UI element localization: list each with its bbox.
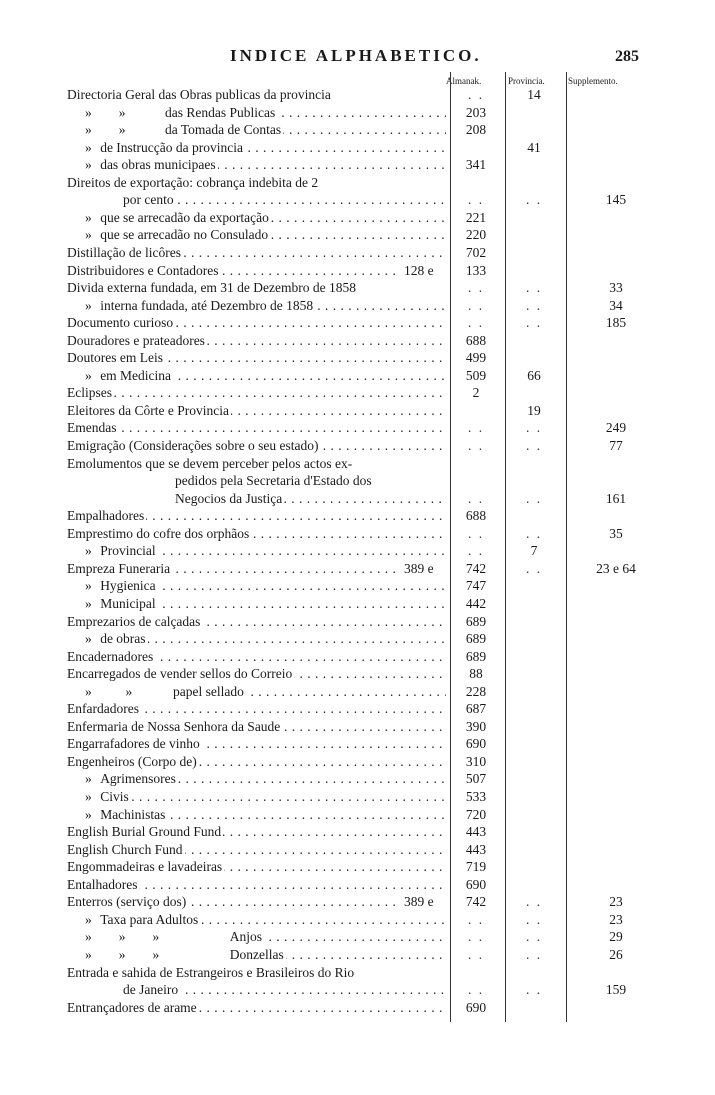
index-entry xyxy=(0,121,715,139)
provincia-page: 14 xyxy=(527,87,541,102)
ditto-mark: » xyxy=(85,789,92,804)
index-entry xyxy=(0,525,715,543)
index-entry xyxy=(0,893,715,911)
index-entry xyxy=(0,753,715,771)
almanak-page: . . xyxy=(467,525,485,541)
provincia-page: . . xyxy=(525,525,543,541)
ditto-mark: » » xyxy=(85,683,133,699)
ditto-mark: » » xyxy=(85,122,126,138)
entry-text: Civis xyxy=(100,789,129,804)
entry-text: Encadernadores xyxy=(67,648,154,664)
entry-text: Emprestimo do cofre dos orphãos xyxy=(67,525,250,541)
ditto-mark: » xyxy=(85,367,92,383)
index-entry xyxy=(0,490,715,508)
supplemento-page: 249 xyxy=(605,420,627,436)
almanak-page: 720 xyxy=(465,806,487,822)
entry-text: Entalhadores xyxy=(67,876,138,892)
entry-text: Engenheiros (Corpo de) xyxy=(67,753,197,769)
index-entry xyxy=(0,297,715,315)
index-entry xyxy=(0,876,715,894)
provincia-page: . . xyxy=(525,315,543,331)
index-entry xyxy=(0,858,715,876)
entry-text: por cento xyxy=(123,192,174,208)
ditto-mark: » xyxy=(85,578,92,594)
column-header-provincia: Provincia. xyxy=(508,76,545,86)
entry-text: Directoria Geral das Obras publicas da provincia xyxy=(67,87,331,102)
provincia-page: . . xyxy=(525,192,543,208)
almanak-page: 688 xyxy=(465,508,487,524)
entry-text: das Rendas Publicas xyxy=(165,104,276,120)
supplemento-page: 33 xyxy=(609,280,623,296)
almanak-page: 689 xyxy=(465,631,487,647)
ditto-mark: » xyxy=(85,631,92,647)
index-entry xyxy=(0,279,715,297)
almanak-page: 390 xyxy=(465,718,487,734)
almanak-page: 499 xyxy=(465,350,487,366)
index-entry xyxy=(0,419,715,437)
supplemento-page: 77 xyxy=(609,438,623,453)
provincia-page: . . xyxy=(525,438,543,453)
almanak-page: 88 xyxy=(469,666,483,682)
index-entry xyxy=(0,139,715,157)
provincia-page: 41 xyxy=(527,139,541,155)
almanak-page: 443 xyxy=(465,824,487,840)
entry-text: Empalhadores xyxy=(67,508,145,524)
almanak-page: 341 xyxy=(465,157,487,173)
index-entry xyxy=(0,928,715,946)
entry-text: em Medicina xyxy=(100,367,172,383)
supplemento-page: 159 xyxy=(605,982,627,998)
entry-text: Doutores em Leis xyxy=(67,350,163,366)
entry-text: Douradores e prateadores xyxy=(67,332,205,348)
entry-text: Engommadeiras e lavadeiras xyxy=(67,859,223,875)
provincia-page: . . xyxy=(525,280,543,296)
almanak-page: . . xyxy=(467,280,485,296)
ditto-mark: » xyxy=(85,771,92,787)
index-entry xyxy=(0,104,715,122)
almanak-page: . . xyxy=(467,543,485,559)
index-entry xyxy=(0,226,715,244)
index-entry xyxy=(0,244,715,262)
ditto-mark: » xyxy=(85,157,92,173)
supplemento-page: 29 xyxy=(609,929,623,945)
entry-text: Taxa para Adultos xyxy=(100,911,199,927)
entry-text: Encarregados de vender sellos do Correio xyxy=(67,666,293,682)
almanak-page: 228 xyxy=(465,683,487,699)
provincia-page: . . xyxy=(525,490,543,506)
index-entry xyxy=(0,542,715,560)
almanak-page: 133 xyxy=(465,262,487,278)
entry-text: Documento curioso xyxy=(67,315,174,331)
entry-text: Enterros (serviço dos) xyxy=(67,894,187,910)
almanak-page: 747 xyxy=(465,578,487,594)
almanak-page: 310 xyxy=(465,753,487,769)
index-entry xyxy=(0,613,715,631)
almanak-page: 443 xyxy=(465,841,487,857)
entry-text: que se arrecadão no Consulado xyxy=(100,227,269,243)
entry-page-ref: 389 e xyxy=(404,894,434,910)
almanak-page: 208 xyxy=(465,122,487,138)
almanak-page: 221 xyxy=(465,209,487,225)
entry-text: English Burial Ground Fund xyxy=(67,824,222,840)
entry-text: Emendas xyxy=(67,420,117,436)
almanak-page: 689 xyxy=(465,613,487,629)
index-entry xyxy=(0,314,715,332)
almanak-page: 719 xyxy=(465,859,487,875)
entry-text: Eclipses xyxy=(67,385,112,401)
provincia-page: . . xyxy=(525,946,543,962)
almanak-page: . . xyxy=(467,192,485,208)
index-entry xyxy=(0,665,715,683)
almanak-page: 690 xyxy=(465,736,487,752)
entry-text: Empreza Funeraria xyxy=(67,560,171,576)
provincia-page: . . xyxy=(525,911,543,927)
almanak-page: . . xyxy=(467,87,485,102)
supplemento-page: 23 e 64 xyxy=(596,560,636,576)
index-entry xyxy=(0,455,715,473)
entry-page-ref: 389 e xyxy=(404,560,434,576)
index-entry xyxy=(0,946,715,964)
almanak-page: . . xyxy=(467,438,485,453)
index-entry xyxy=(0,683,715,701)
ditto-mark: » xyxy=(85,297,92,313)
entry-text: da Tomada de Contas xyxy=(165,122,282,138)
entry-text: Agrimensores xyxy=(100,771,176,787)
almanak-page: 702 xyxy=(465,244,487,260)
index-entry xyxy=(0,472,715,490)
entry-text: interna fundada, até Dezembro de 1858 xyxy=(100,297,314,313)
index-entry xyxy=(0,911,715,929)
entry-page-ref: 128 e xyxy=(404,262,434,278)
index-entry xyxy=(0,788,715,806)
entry-text: Emigração (Considerações sobre o seu estado) xyxy=(67,438,319,453)
almanak-page: 688 xyxy=(465,332,487,348)
ditto-mark: » xyxy=(85,209,92,225)
column-header-almanak: Almanak. xyxy=(446,76,482,86)
index-entry xyxy=(0,191,715,209)
page-title: INDICE ALPHABETICO. xyxy=(230,46,482,65)
almanak-page: 690 xyxy=(465,876,487,892)
index-entry xyxy=(0,174,715,192)
entry-text: English Church Fund xyxy=(67,841,183,857)
supplemento-page: 35 xyxy=(609,525,623,541)
provincia-page: . . xyxy=(525,560,543,576)
index-entry xyxy=(0,577,715,595)
almanak-page: 509 xyxy=(465,367,487,383)
provincia-page: . . xyxy=(525,982,543,998)
provincia-page: . . xyxy=(525,420,543,436)
almanak-page: 533 xyxy=(465,789,487,804)
index-entry xyxy=(0,262,715,280)
entry-text: Distribuidores e Contadores xyxy=(67,262,219,278)
almanak-page: 2 xyxy=(472,385,480,401)
provincia-page: . . xyxy=(525,929,543,945)
almanak-page: 507 xyxy=(465,771,487,787)
almanak-page: 742 xyxy=(465,560,487,576)
almanak-page: . . xyxy=(467,420,485,436)
entry-text: que se arrecadão da exportação xyxy=(100,209,269,225)
entry-text: de Instrucção da provincia xyxy=(100,139,243,155)
entry-text: de Janeiro xyxy=(123,982,179,998)
entry-text: Distillação de licôres xyxy=(67,244,181,260)
ditto-mark: » » » xyxy=(85,929,160,945)
entry-text: Emolumentos que se devem perceber pelos actos ex- xyxy=(67,455,353,471)
provincia-page: . . xyxy=(525,894,543,910)
entry-text: Entrada e sahida de Estrangeiros e Brasileiros do Rio xyxy=(67,964,355,980)
entry-text: Anjos xyxy=(229,929,263,945)
column-header-supplemento: Supplemento. xyxy=(568,76,618,86)
index-entry xyxy=(0,384,715,402)
index-entry xyxy=(0,841,715,859)
almanak-page: . . xyxy=(467,946,485,962)
almanak-page: 220 xyxy=(465,227,487,243)
supplemento-page: 26 xyxy=(609,946,623,962)
index-entry xyxy=(0,964,715,982)
almanak-page: . . xyxy=(467,982,485,998)
index-entry xyxy=(0,981,715,999)
entry-text: Negocios da Justiça xyxy=(175,490,283,506)
ditto-mark: » » xyxy=(85,104,126,120)
entry-text: Provincial xyxy=(100,543,156,559)
index-entry xyxy=(0,367,715,385)
entry-text: Entrançadores de arame xyxy=(67,999,197,1015)
entry-text: Hygienica xyxy=(100,578,156,594)
index-entry xyxy=(0,86,715,104)
ditto-mark: » xyxy=(85,806,92,822)
entry-text: Engarrafadores de vinho xyxy=(67,736,200,752)
index-entry xyxy=(0,999,715,1017)
index-entry xyxy=(0,770,715,788)
entry-text: pedidos pela Secretaria d'Estado dos xyxy=(175,473,372,489)
entry-text: Enfermaria de Nossa Senhora da Saude xyxy=(67,718,281,734)
provincia-page: 7 xyxy=(530,543,538,559)
ditto-mark: » xyxy=(85,595,92,611)
supplemento-page: 23 xyxy=(609,911,623,927)
ditto-mark: » xyxy=(85,911,92,927)
index-entry xyxy=(0,437,715,455)
almanak-page: 690 xyxy=(465,999,487,1015)
provincia-page: 19 xyxy=(527,402,541,418)
index-entry xyxy=(0,648,715,666)
supplemento-page: 161 xyxy=(605,490,627,506)
almanak-page: . . xyxy=(467,490,485,506)
entry-text: Donzellas xyxy=(229,946,284,962)
index-entry xyxy=(0,507,715,525)
index-entry xyxy=(0,806,715,824)
index-entry xyxy=(0,349,715,367)
entry-text: de obras xyxy=(100,631,146,647)
almanak-page: 442 xyxy=(465,595,487,611)
entry-text: Direitos de exportação: cobrança indebita de 2 xyxy=(67,174,319,190)
entry-text: Enfardadores xyxy=(67,701,139,717)
supplemento-page: 185 xyxy=(605,315,627,331)
index-entry xyxy=(0,156,715,174)
almanak-page: . . xyxy=(467,929,485,945)
entry-text: Divida externa fundada, em 31 de Dezembro de 1858 xyxy=(67,280,357,296)
index-entry xyxy=(0,595,715,613)
index-entry xyxy=(0,209,715,227)
index-entry xyxy=(0,560,715,578)
entry-text: Municipal xyxy=(100,595,156,611)
entry-text: papel sellado xyxy=(173,683,244,699)
ditto-mark: » » » xyxy=(85,946,160,962)
almanak-page: 742 xyxy=(465,894,487,910)
supplemento-page: 145 xyxy=(605,192,627,208)
supplemento-page: 23 xyxy=(609,894,623,910)
almanak-page: 203 xyxy=(465,104,487,120)
almanak-page: 687 xyxy=(465,701,487,717)
index-entry xyxy=(0,718,715,736)
entry-text: das obras municipaes xyxy=(100,157,216,173)
provincia-page: 66 xyxy=(527,367,541,383)
ditto-mark: » xyxy=(85,543,92,559)
entry-text: Machinistas xyxy=(100,806,166,822)
index-entry xyxy=(0,735,715,753)
page-number: 285 xyxy=(615,48,639,65)
provincia-page: . . xyxy=(525,297,543,313)
index-entry xyxy=(0,823,715,841)
ditto-mark: » xyxy=(85,227,92,243)
almanak-page: . . xyxy=(467,315,485,331)
almanak-page: 689 xyxy=(465,648,487,664)
ditto-mark: » xyxy=(85,139,92,155)
index-entry xyxy=(0,700,715,718)
almanak-page: . . xyxy=(467,911,485,927)
entry-text: Emprezarios de calçadas xyxy=(67,613,201,629)
entry-text: Eleitores da Côrte e Provincia xyxy=(67,402,229,418)
supplemento-page: 34 xyxy=(609,297,623,313)
index-entry xyxy=(0,402,715,420)
index-entry xyxy=(0,630,715,648)
index-entry xyxy=(0,332,715,350)
almanak-page: . . xyxy=(467,297,485,313)
